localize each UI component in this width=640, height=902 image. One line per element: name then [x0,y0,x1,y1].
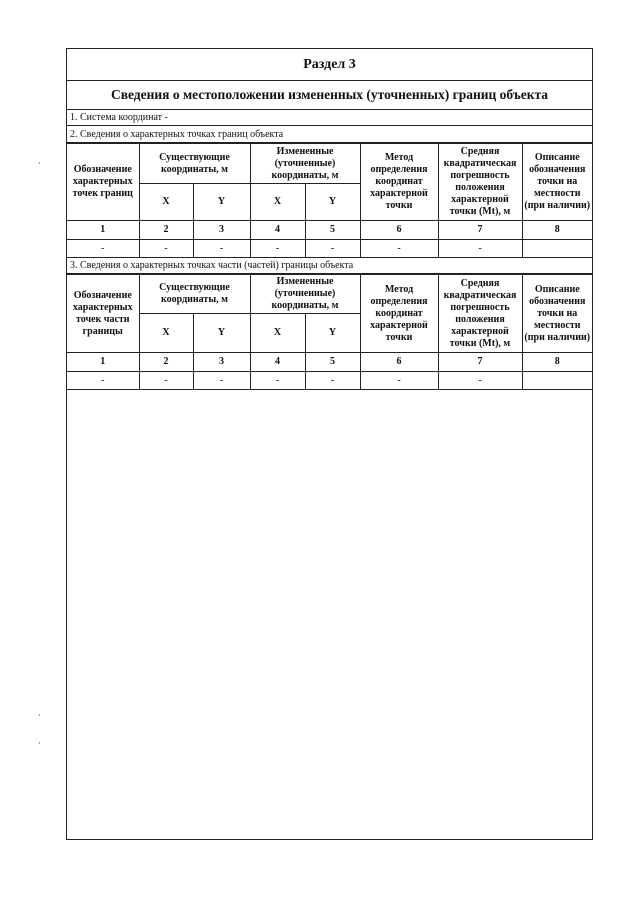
table-cell: - [250,240,305,258]
header-error: Средняя квадратическая погрешность положения характерной точки (Mt), м [438,275,522,353]
header-designation: Обозначение характерных точек части границы [67,275,139,353]
header-existing-x: X [139,314,193,353]
col-number: 4 [250,221,305,240]
header-changed-x: X [250,314,305,353]
table-cell: - [250,372,305,390]
table-cell: - [67,372,139,390]
table-cell [522,372,592,390]
coord-system-line: 1. Система координат - [67,109,592,126]
table-cell: - [193,240,250,258]
col-number: 7 [438,353,522,372]
col-number: 3 [193,221,250,240]
table-cell: - [139,240,193,258]
table-cell: - [305,372,360,390]
header-changed-coords: Измененные (уточненные) координаты, м [250,144,360,184]
col-number: 7 [438,221,522,240]
col-number: 2 [139,221,193,240]
col-number: 4 [250,353,305,372]
col-number: 3 [193,353,250,372]
header-description: Описание обозначения точки на местности (при наличии) [522,275,592,353]
header-changed-coords: Измененные (уточненные) координаты, м [250,275,360,314]
part-section-title: 3. Сведения о характерных точках части (частей) границы объекта [67,257,592,274]
table-cell [522,240,592,258]
header-method: Метод определения координат характерной точки [360,144,438,221]
table-cell: - [438,240,522,258]
scan-mark: · [38,158,41,168]
header-existing-coords: Существующие координаты, м [139,144,250,184]
table-cell: - [438,372,522,390]
table-cell: - [139,372,193,390]
header-changed-y: Y [305,184,360,221]
points-section-title: 2. Сведения о характерных точках границ объекта [67,126,592,143]
header-changed-y: Y [305,314,360,353]
document-frame [66,48,593,840]
header-existing-x: X [139,184,193,221]
points-table [67,143,592,258]
col-number: 2 [139,353,193,372]
col-number: 6 [360,221,438,240]
col-number: 8 [522,221,592,240]
col-number: 8 [522,353,592,372]
table-cell: - [193,372,250,390]
col-number: 1 [67,221,139,240]
header-description: Описание обозначения точки на местности (при наличии) [522,144,592,221]
header-existing-y: Y [193,184,250,221]
part-points-table [67,274,592,390]
header-designation: Обозначение характерных точек границ [67,144,139,221]
col-number: 5 [305,353,360,372]
scan-mark: · [38,710,41,720]
header-existing-y: Y [193,314,250,353]
header-method: Метод определения координат характерной точки [360,275,438,353]
col-number: 6 [360,353,438,372]
scan-mark: · [38,738,41,748]
col-number: 1 [67,353,139,372]
table-cell: - [305,240,360,258]
table-cell: - [360,372,438,390]
table-cell: - [67,240,139,258]
table-cell: - [360,240,438,258]
header-existing-coords: Существующие координаты, м [139,275,250,314]
col-number: 5 [305,221,360,240]
header-error: Средняя квадратическая погрешность положения характерной точки (Mt), м [438,144,522,221]
section-title: Раздел 3 [67,49,592,81]
header-changed-x: X [250,184,305,221]
section-subtitle: Сведения о местоположении измененных (уточненных) границ объекта [67,80,592,110]
